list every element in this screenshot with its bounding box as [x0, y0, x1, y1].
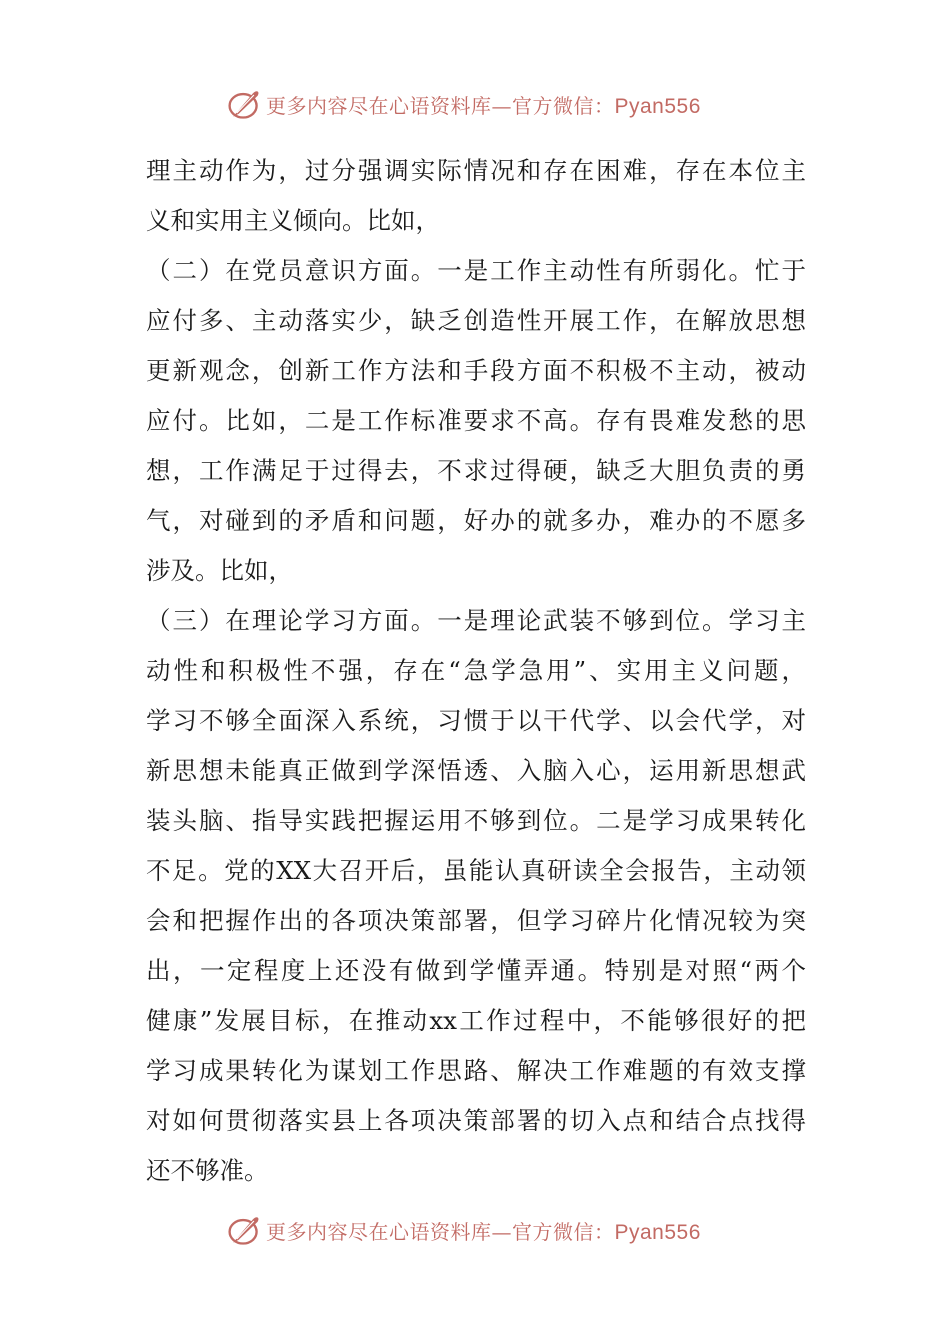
text-line: 学习成果转化为谋划工作思路、解决工作难题的有效支撑: [146, 1056, 806, 1085]
text-line: 动性和积极性不强，存在“急学急用”、实用主义问题，: [146, 656, 806, 685]
document-body: [146, 146, 806, 1196]
header-watermark: [226, 84, 701, 124]
text-line: 气，对碰到的矛盾和问题，好办的就多办，难办的不愿多: [146, 506, 806, 535]
text-line: 会和把握作出的各项决策部署，但学习碎片化情况较为突: [146, 906, 806, 935]
watermark-wechat-id: Pyan556: [614, 94, 701, 118]
watermark-text: 更多内容尽在心语资料库—官方微信：Pyan556: [266, 1219, 701, 1244]
watermark-wechat-id: Pyan556: [614, 1220, 701, 1244]
text-line: 对如何贯彻落实县上各项决策部署的切入点和结合点找得: [146, 1106, 806, 1135]
text-line: 应付多、主动落实少，缺乏创造性开展工作，在解放思想: [146, 306, 806, 335]
text-line: 想，工作满足于过得去，不求过得硬，缺乏大胆负责的勇: [146, 456, 806, 485]
footer-watermark: [226, 1210, 701, 1250]
text-line: 健康”发展目标，在推动xx工作过程中，不能够很好的把: [146, 1006, 806, 1035]
text-line: 涉及。比如，: [146, 556, 293, 585]
text-line: 新思想未能真正做到学深悟透、入脑入心，运用新思想武: [146, 756, 806, 785]
text-line: 不足。党的XX大召开后，虽能认真研读全会报告，主动领: [146, 856, 806, 885]
feather-pen-icon: [226, 86, 262, 122]
text-line: 学习不够全面深入系统，习惯于以干代学、以会代学，对: [146, 706, 806, 735]
text-line: 理主动作为，过分强调实际情况和存在困难，存在本位主: [146, 156, 806, 185]
text-line: （三）在理论学习方面。一是理论武装不够到位。学习主: [146, 606, 806, 635]
feather-pen-icon: [226, 1212, 262, 1248]
text-line: 还不够准。: [146, 1156, 269, 1185]
text-line: 应付。比如，二是工作标准要求不高。存有畏难发愁的思: [146, 406, 806, 435]
watermark-text: 更多内容尽在心语资料库—官方微信：Pyan556: [266, 93, 701, 118]
text-line: 更新观念，创新工作方法和手段方面不积极不主动，被动: [146, 356, 806, 385]
text-line: （二）在党员意识方面。一是工作主动性有所弱化。忙于: [146, 256, 806, 285]
text-line: 出，一定程度上还没有做到学懂弄通。特别是对照“两个: [146, 956, 806, 985]
text-line: 义和实用主义倾向。比如，: [146, 206, 440, 235]
text-line: 装头脑、指导实践把握运用不够到位。二是学习成果转化: [146, 806, 806, 835]
